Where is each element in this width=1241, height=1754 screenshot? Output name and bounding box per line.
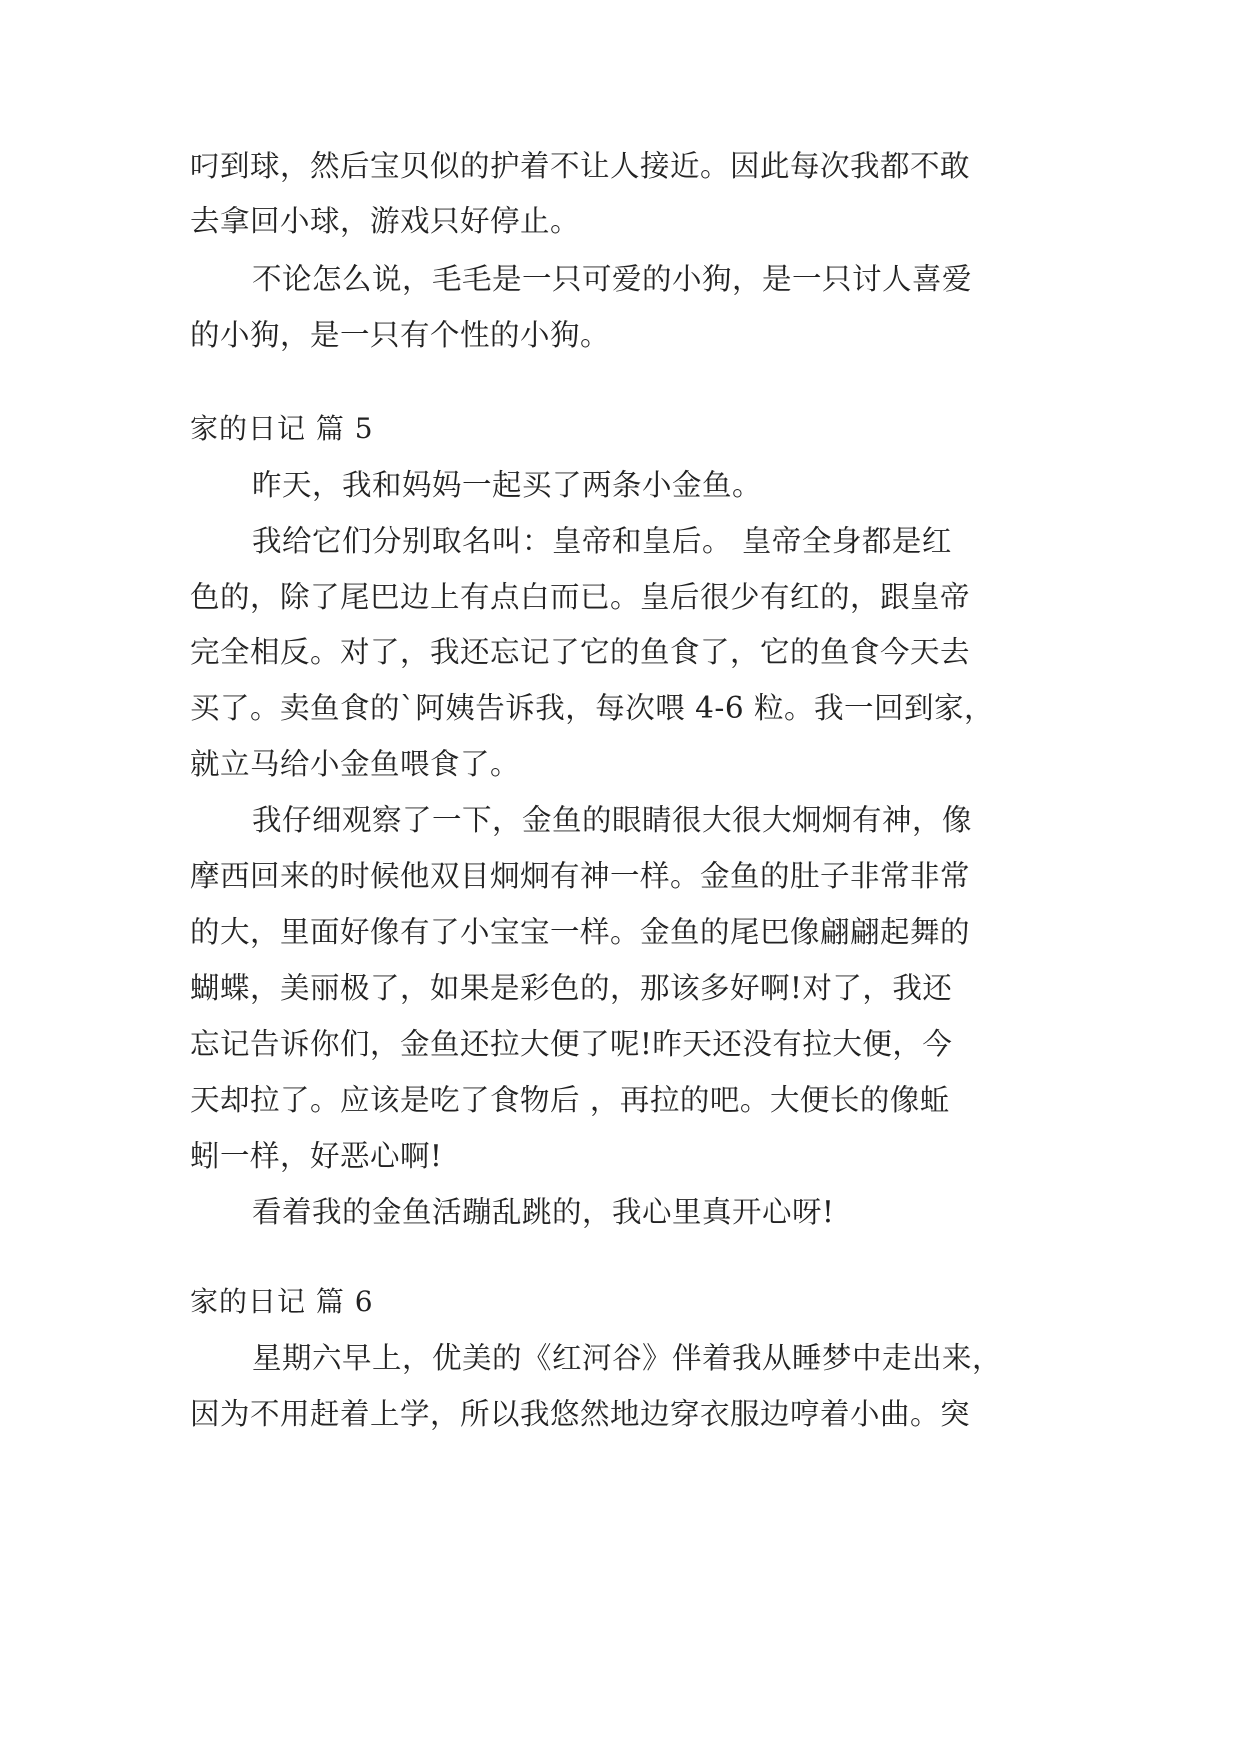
- paragraph-line: 蝴蝶，美丽极了，如果是彩色的，那该多好啊!对了，我还: [190, 971, 953, 1005]
- paragraph-line: 叼到球，然后宝贝似的护着不让人接近。因此每次我都不敢: [190, 149, 971, 183]
- paragraph-line: 因为不用赶着上学，所以我悠然地边穿衣服边哼着小曲。突: [190, 1397, 971, 1431]
- paragraph-line: 看着我的金鱼活蹦乱跳的，我心里真开心呀!: [252, 1195, 835, 1229]
- paragraph-line: 色的，除了尾巴边上有点白而已。皇后很少有红的，跟皇帝: [190, 580, 971, 614]
- paragraph-line: 不论怎么说，毛毛是一只可爱的小狗，是一只讨人喜爱: [252, 262, 973, 296]
- paragraph-line: 星期六早上，优美的《红河谷》伴着我从睡梦中走出来，: [252, 1341, 1003, 1375]
- paragraph-line: 去拿回小球，游戏只好停止。: [190, 204, 581, 238]
- paragraph-line: 天却拉了。应该是吃了食物后 ，再拉的吧。大便长的像蚯: [190, 1083, 950, 1117]
- section-heading: 家的日记 篇 6: [190, 1285, 374, 1318]
- paragraph-line: 完全相反。对了，我还忘记了它的鱼食了，它的鱼食今天去: [190, 635, 971, 669]
- paragraph-line: 的大，里面好像有了小宝宝一样。金鱼的尾巴像翩翩起舞的: [190, 915, 971, 949]
- section-heading: 家的日记 篇 5: [190, 412, 374, 445]
- paragraph-line: 昨天，我和妈妈一起买了两条小金鱼。: [252, 468, 763, 502]
- paragraph-line: 的小狗，是一只有个性的小狗。: [190, 318, 611, 352]
- paragraph-line: 买了。卖鱼食的`阿姨告诉我，每次喂 4-6 粒。我一回到家，: [190, 691, 995, 725]
- paragraph-line: 摩西回来的时候他双目炯炯有神一样。金鱼的肚子非常非常: [190, 859, 971, 893]
- paragraph-line: 蚓一样，好恶心啊!: [190, 1139, 443, 1173]
- paragraph-line: 我给它们分别取名叫：皇帝和皇后。 皇帝全身都是红: [252, 524, 952, 558]
- paragraph-line: 就立马给小金鱼喂食了。: [190, 747, 521, 781]
- paragraph-line: 忘记告诉你们，金鱼还拉大便了呢!昨天还没有拉大便，今: [190, 1027, 953, 1061]
- paragraph-line: 我仔细观察了一下，金鱼的眼睛很大很大炯炯有神，像: [252, 803, 973, 837]
